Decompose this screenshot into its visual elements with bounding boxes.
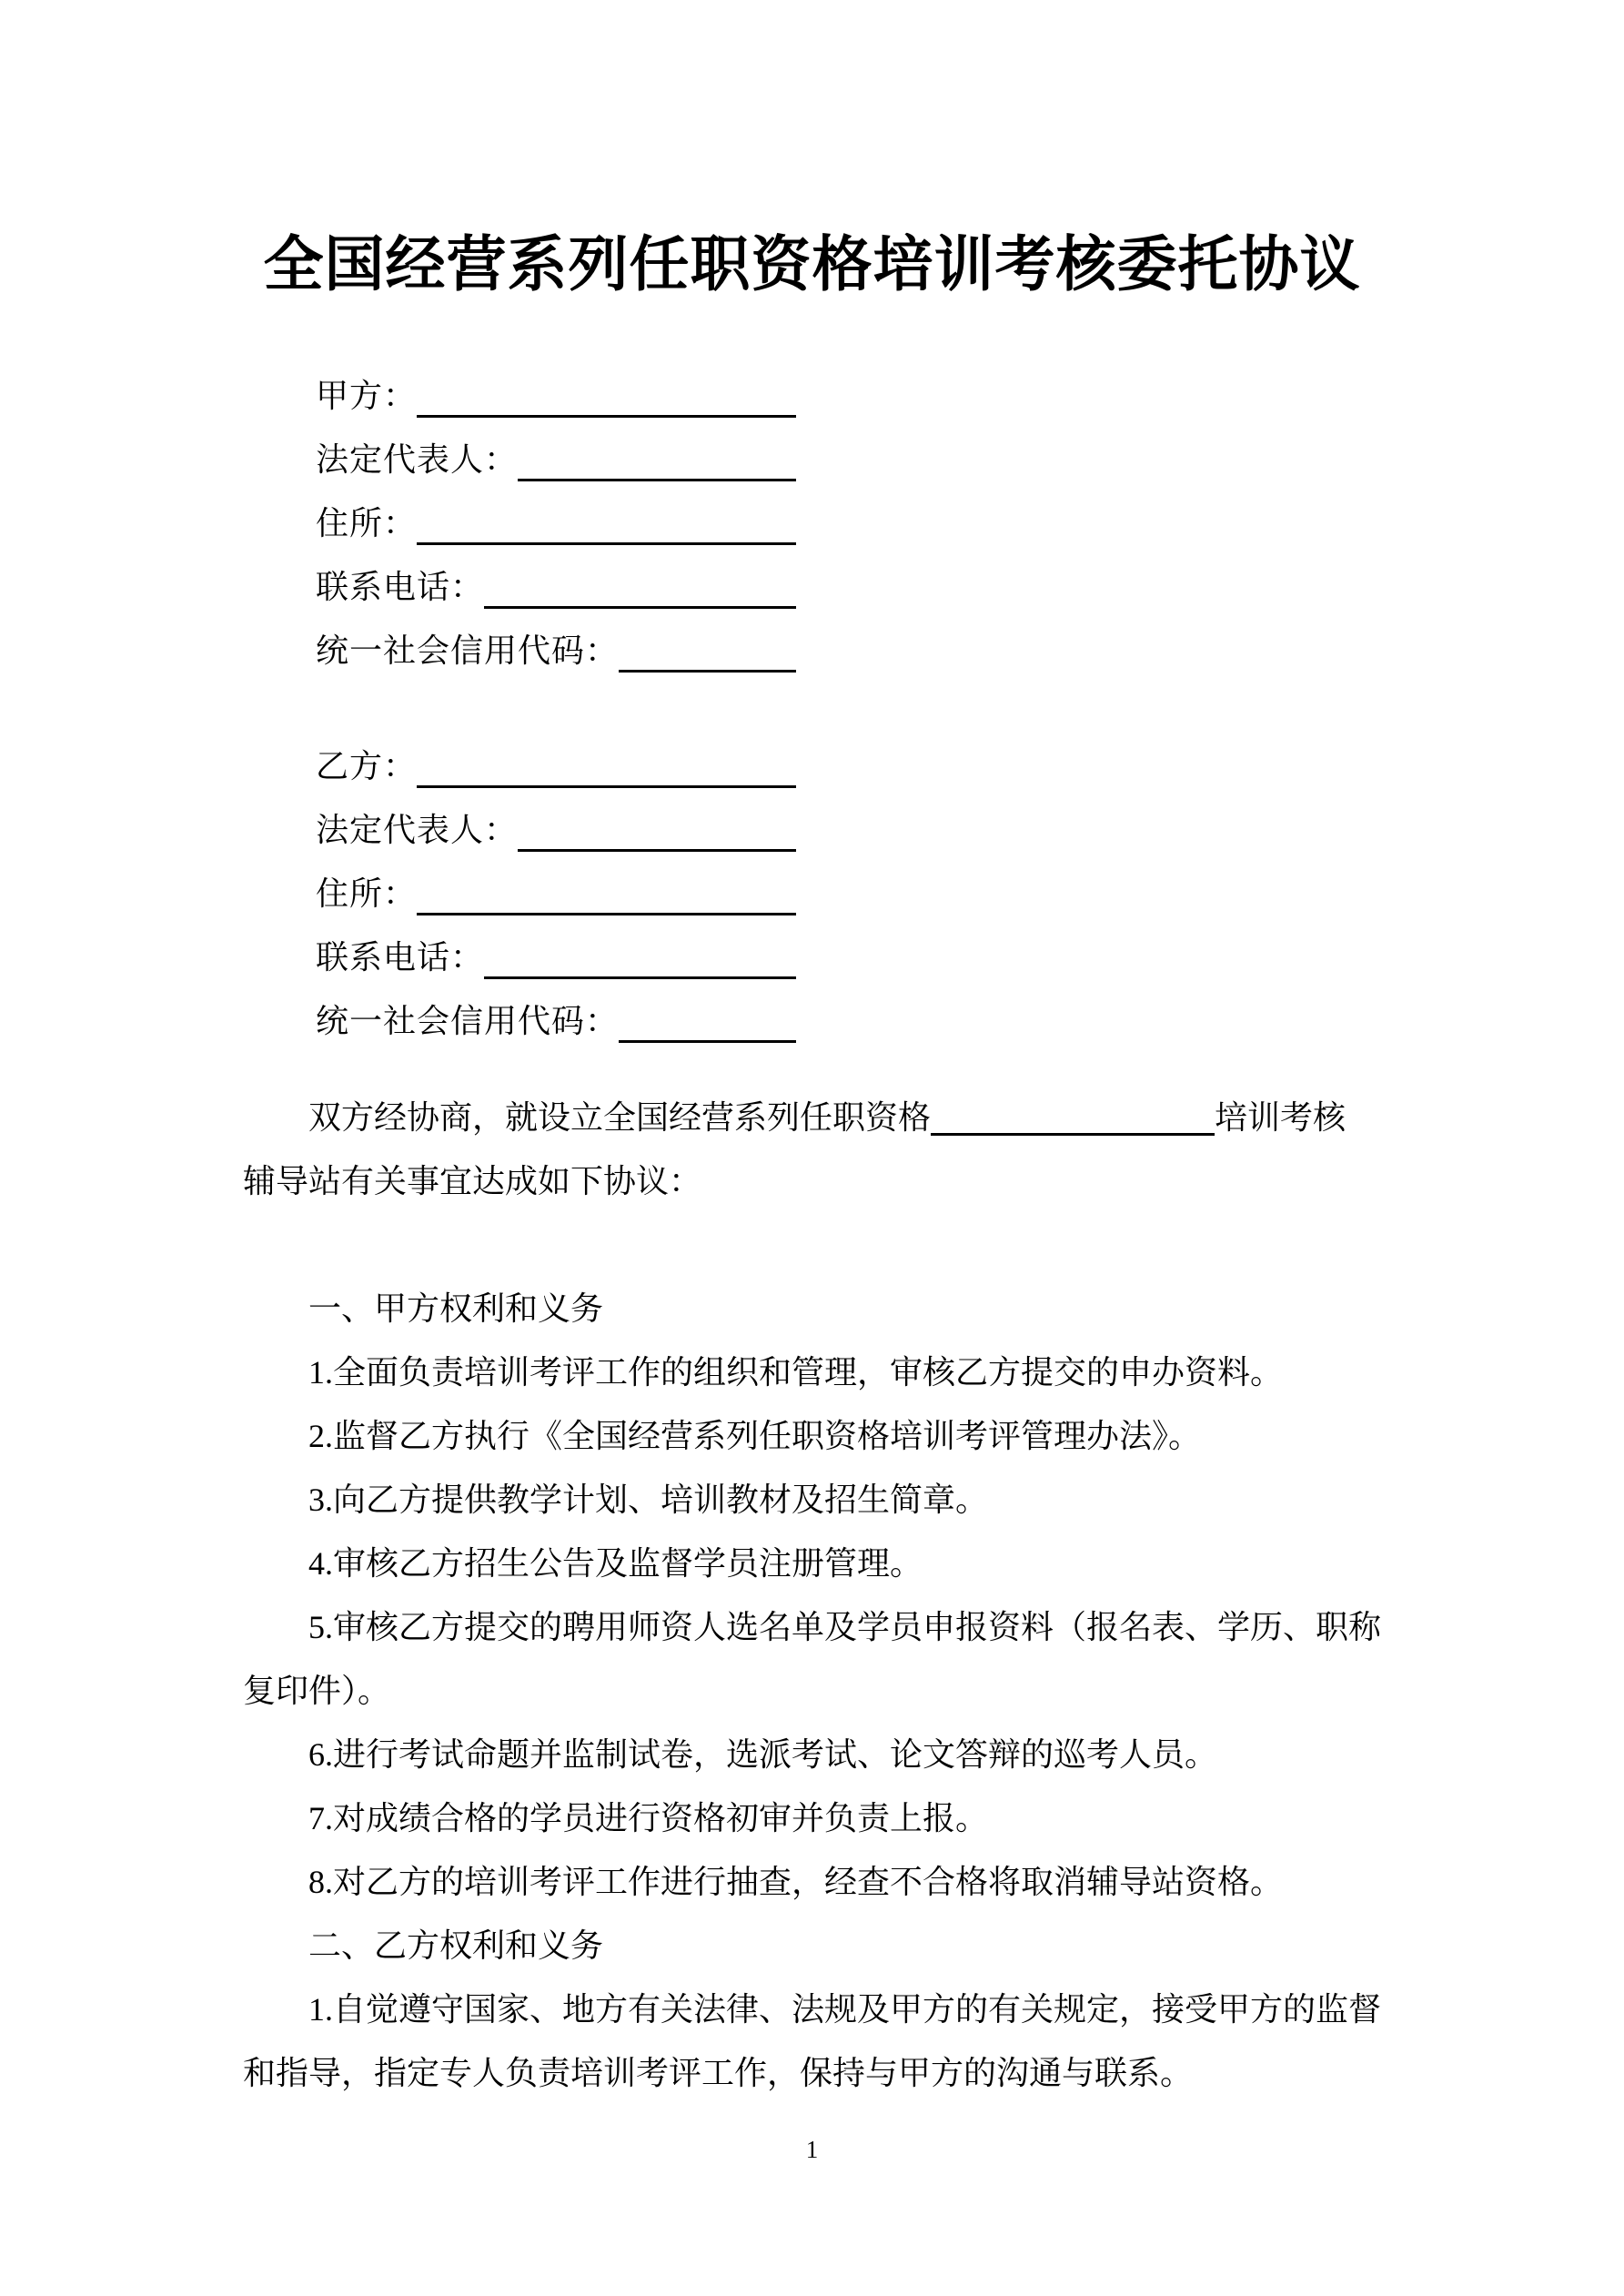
section-heading-party-b-duties: 二、乙方权利和义务 (308, 1927, 604, 1964)
inline-blank-underline (931, 1124, 1215, 1136)
blank-underline (619, 989, 796, 1043)
field-label: 法定代表人： (316, 441, 519, 478)
clause-line: 复印件）。 (243, 1673, 391, 1709)
field-label: 统一社会信用代码： (316, 1003, 620, 1039)
blank-underline (518, 428, 796, 481)
field-label: 甲方： (316, 378, 418, 414)
blank-underline (619, 619, 796, 673)
party-a-block (243, 364, 1381, 683)
blank-underline (417, 364, 796, 418)
field-label: 住所： (316, 875, 418, 912)
blank-underline (484, 925, 796, 979)
party-b-block (243, 734, 1381, 1053)
intro-line-1 (243, 1086, 1381, 1149)
field-label: 乙方： (316, 748, 418, 784)
intro-line-2: 辅导站有关事宜达成如下协议： (243, 1163, 702, 1199)
field-label: 住所： (316, 505, 418, 541)
clause-line: 2.监督乙方执行《全国经营系列任职资格培训考评管理办法》。 (308, 1418, 1202, 1454)
page-number: 1 (805, 2136, 819, 2163)
field-row-party-a-legal-rep (316, 428, 796, 491)
intro-text-before-blank: 双方经协商，就设立全国经营系列任职资格 (308, 1099, 932, 1136)
field-row-party-a-name (316, 364, 796, 428)
field-row-party-b-address (316, 862, 796, 925)
clause-line: 1.全面负责培训考评工作的组织和管理，审核乙方提交的申办资料。 (308, 1354, 1284, 1391)
blank-underline (417, 491, 796, 545)
document-title: 全国经营系列任职资格培训考核委托协议 (263, 232, 1361, 298)
field-row-party-b-credit-code (316, 989, 796, 1053)
clause-line: 和指导，指定专人负责培训考评工作，保持与甲方的沟通与联系。 (243, 2055, 1194, 2091)
field-row-party-b-phone (316, 925, 796, 989)
field-row-party-b-legal-rep (316, 798, 796, 862)
clause-line: 4.审核乙方招生公告及监督学员注册管理。 (308, 1545, 923, 1582)
blank-underline (518, 798, 796, 852)
field-row-party-a-credit-code (316, 619, 796, 683)
clauses-block (243, 1277, 1381, 2105)
section-heading-party-a-duties: 一、甲方权利和义务 (308, 1290, 604, 1327)
clause-line: 8.对乙方的培训考评工作进行抽查，经查不合格将取消辅导站资格。 (308, 1864, 1284, 1900)
field-label: 法定代表人： (316, 812, 519, 848)
field-label: 联系电话： (316, 569, 485, 605)
clause-line: 5.审核乙方提交的聘用师资人选名单及学员申报资料（报名表、学历、职称 (308, 1609, 1382, 1645)
clause-line: 7.对成绩合格的学员进行资格初审并负责上报。 (308, 1800, 989, 1836)
clause-line: 6.进行考试命题并监制试卷，选派考试、论文答辩的巡考人员。 (308, 1736, 1218, 1773)
blank-underline (417, 734, 796, 788)
intro-paragraph (243, 1086, 1381, 1213)
field-label: 统一社会信用代码： (316, 632, 620, 669)
intro-text-after-blank: 培训考核 (1215, 1099, 1347, 1136)
field-label: 联系电话： (316, 939, 485, 976)
field-row-party-a-phone (316, 555, 796, 619)
blank-underline (484, 555, 796, 609)
blank-underline (417, 862, 796, 915)
field-row-party-a-address (316, 491, 796, 555)
clause-line: 1.自觉遵守国家、地方有关法律、法规及甲方的有关规定，接受甲方的监督 (308, 1991, 1382, 2028)
clause-line: 3.向乙方提供教学计划、培训教材及招生简章。 (308, 1482, 989, 1518)
field-row-party-b-name (316, 734, 796, 798)
